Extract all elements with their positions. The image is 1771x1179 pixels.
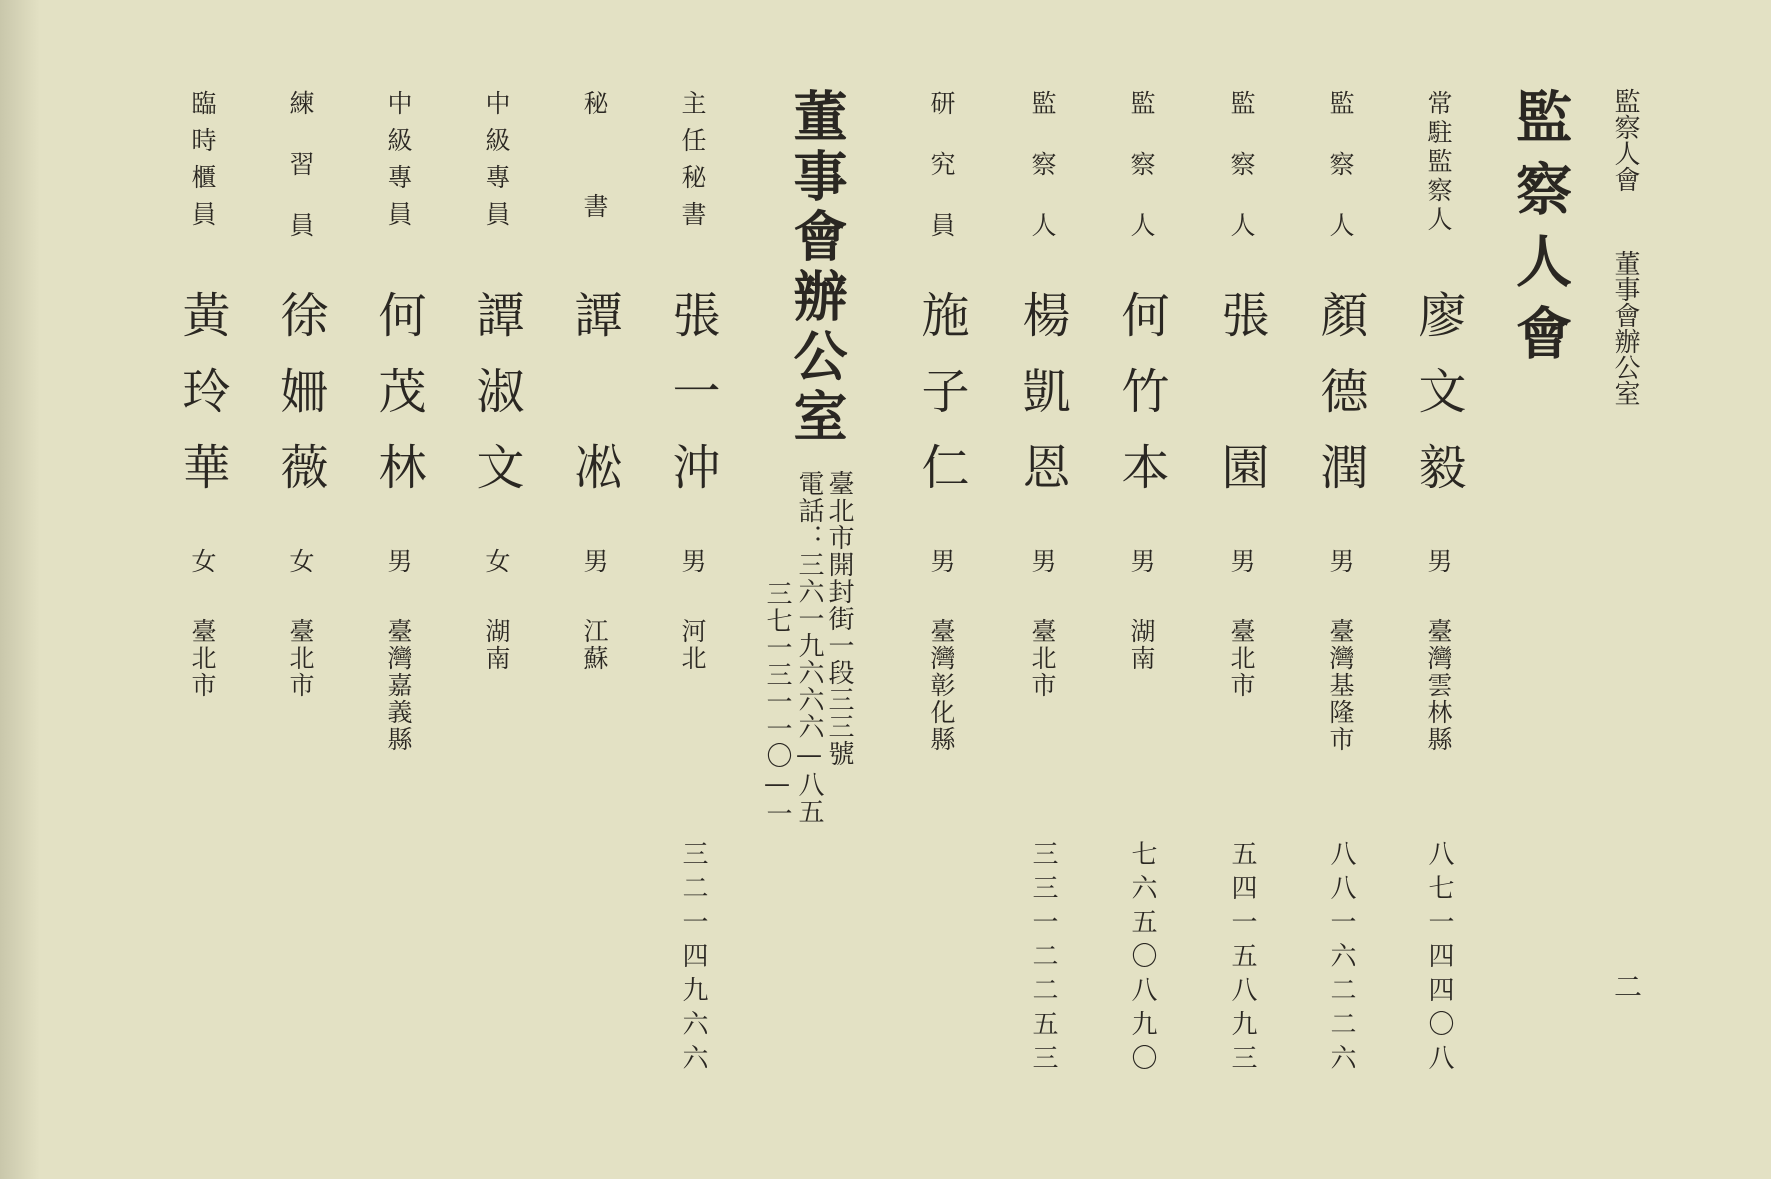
member-sex: 男 bbox=[580, 548, 609, 573]
member-sex: 男 bbox=[1424, 548, 1453, 573]
binding-shadow bbox=[0, 0, 40, 1179]
member-phone: 八七一四四〇八 bbox=[1424, 840, 1454, 1078]
member-role: 主任秘書 bbox=[678, 90, 707, 238]
member-name: 廖文毅 bbox=[1410, 290, 1466, 518]
member-name: 楊凱恩 bbox=[1014, 290, 1070, 518]
member-role: 監察人 bbox=[1326, 90, 1355, 273]
member-name: 黃玲華 bbox=[174, 290, 230, 518]
board-office-phone-line2: 三七一三一一〇—一 bbox=[762, 580, 792, 827]
member-role: 臨時櫃員 bbox=[188, 90, 217, 238]
member-role: 秘書 bbox=[580, 90, 609, 296]
member-sex: 男 bbox=[927, 548, 956, 573]
member-role: 練習員 bbox=[286, 90, 315, 273]
member-sex: 男 bbox=[1127, 548, 1156, 573]
member-sex: 男 bbox=[384, 548, 413, 573]
member-name: 何竹本 bbox=[1113, 290, 1169, 518]
member-origin: 湖南 bbox=[1127, 618, 1156, 672]
member-name: 徐姍薇 bbox=[272, 290, 328, 518]
member-role: 監察人 bbox=[1028, 90, 1057, 273]
member-sex: 女 bbox=[188, 548, 217, 573]
member-name: 施子仁 bbox=[913, 290, 969, 518]
member-phone: 三二一四九六六 bbox=[678, 840, 708, 1078]
member-name: 何茂林 bbox=[370, 290, 426, 518]
member-phone: 三三一二二五三 bbox=[1028, 840, 1058, 1078]
board-office-address: 臺北市開封街一段三三號 bbox=[824, 470, 854, 767]
board-office-phone-line1: 電話：三六一九六六六—八五 bbox=[794, 470, 824, 825]
member-sex: 女 bbox=[482, 548, 511, 573]
member-role: 監察人 bbox=[1227, 90, 1256, 273]
member-role: 中級專員 bbox=[384, 90, 413, 238]
member-name: 張 園 bbox=[1213, 290, 1269, 518]
member-origin: 臺灣嘉義縣 bbox=[384, 618, 413, 753]
member-name: 張一沖 bbox=[664, 290, 720, 518]
member-phone: 七六五〇八九〇 bbox=[1127, 840, 1157, 1078]
member-role: 常駐監察人 bbox=[1424, 90, 1453, 235]
member-origin: 臺灣雲林縣 bbox=[1424, 618, 1453, 753]
member-phone: 八八一六二二六 bbox=[1326, 840, 1356, 1078]
member-origin: 臺北市 bbox=[188, 618, 217, 699]
page-number: 二 bbox=[1610, 972, 1643, 1000]
member-role: 監察人 bbox=[1127, 90, 1156, 273]
member-origin: 湖南 bbox=[482, 618, 511, 672]
member-origin: 河北 bbox=[678, 618, 707, 672]
member-origin: 臺灣彰化縣 bbox=[927, 618, 956, 753]
member-sex: 男 bbox=[1028, 548, 1057, 573]
member-origin: 臺北市 bbox=[1227, 618, 1256, 699]
running-head-line1: 監察人會 bbox=[1610, 88, 1640, 192]
section-title-supervisors: 監察人會 bbox=[1507, 88, 1573, 376]
member-origin: 臺北市 bbox=[1028, 618, 1057, 699]
member-role: 中級專員 bbox=[482, 90, 511, 238]
member-sex: 男 bbox=[1227, 548, 1256, 573]
running-head-line2: 董事會辦公室 bbox=[1610, 250, 1640, 406]
member-role: 研究員 bbox=[927, 90, 956, 273]
section-title-board-office: 董事會辦公室 bbox=[785, 88, 849, 448]
member-sex: 男 bbox=[1326, 548, 1355, 573]
member-name: 譚淑文 bbox=[468, 290, 524, 518]
member-origin: 江蘇 bbox=[580, 618, 609, 672]
member-origin: 臺北市 bbox=[286, 618, 315, 699]
member-phone: 五四一五八九三 bbox=[1227, 840, 1257, 1078]
member-origin: 臺灣基隆市 bbox=[1326, 618, 1355, 753]
member-sex: 男 bbox=[678, 548, 707, 573]
member-sex: 女 bbox=[286, 548, 315, 573]
member-name: 譚 凇 bbox=[566, 290, 622, 518]
member-name: 顏德潤 bbox=[1312, 290, 1368, 518]
